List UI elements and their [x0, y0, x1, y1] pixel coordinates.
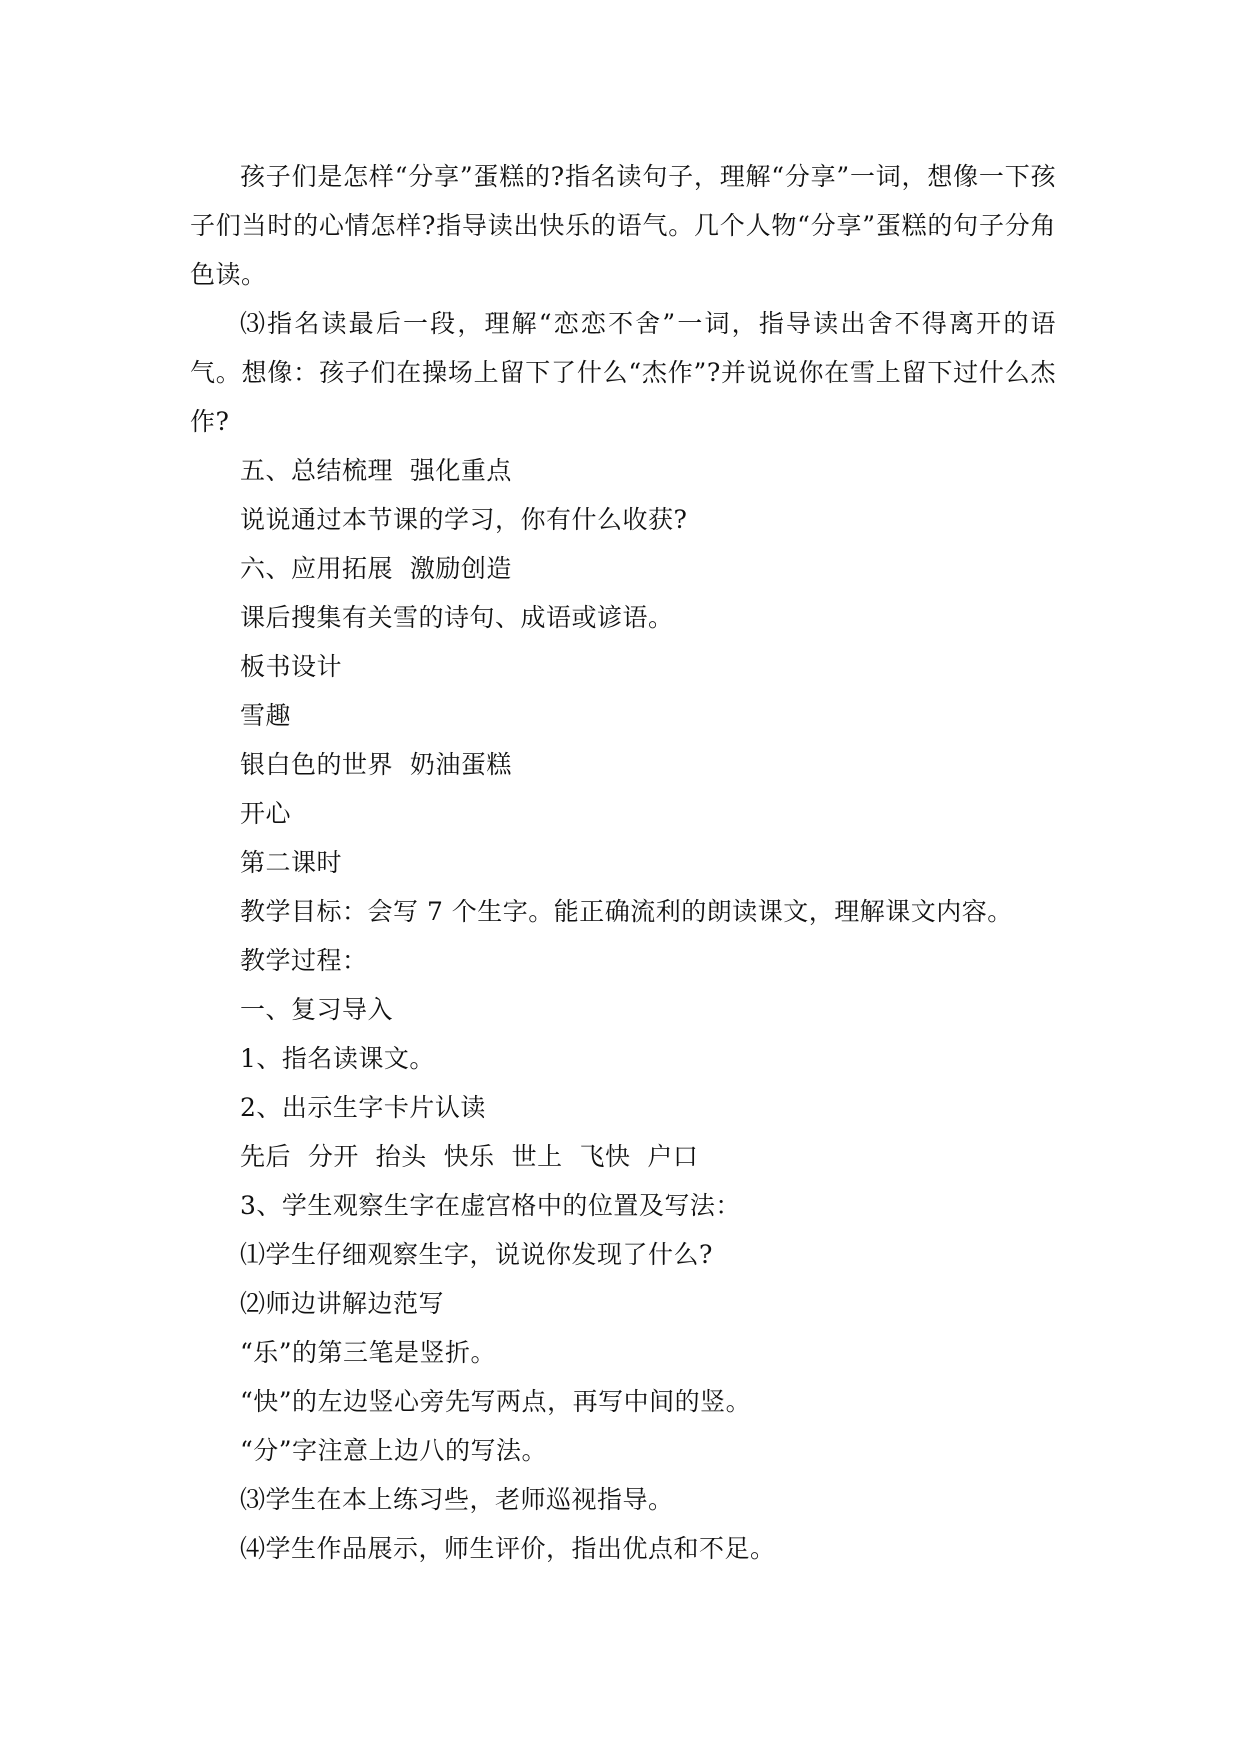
text-line: ⑷学生作品展示，师生评价，指出优点和不足。: [240, 1534, 776, 1563]
text-line: ⑶学生在本上练习些，老师巡视指导。: [240, 1485, 674, 1514]
text-line: 教学过程：: [240, 946, 368, 975]
text-line: 教学目标：会写 7 个生字。能正确流利的朗读课文，理解课文内容。: [240, 897, 1013, 926]
text-line: ⑵师边讲解边范写: [240, 1289, 445, 1318]
text-line: “快”的左边竖心旁先写两点，再写中间的竖。: [240, 1387, 752, 1416]
text-line: “乐”的第三笔是竖折。: [240, 1338, 497, 1367]
paragraph-last-section: ⑶指名读最后一段，理解“恋恋不舍”一词，指导读出舍不得离开的语气。想像：孩子们在操场上留下了什么“杰作”?并说说你在雪上留下过什么杰作?: [190, 309, 1056, 436]
heading-board-design: 板书设计: [240, 652, 343, 681]
text-line: 先后 分开 抬头 快乐 世上 飞快 户口: [240, 1142, 699, 1171]
document-body: [190, 152, 1056, 1573]
heading-extension: 六、应用拓展 激励创造: [240, 554, 512, 583]
text-line: “分”字注意上边八的写法。: [240, 1436, 548, 1465]
paragraph-sharing-cake: 孩子们是怎样“分享”蛋糕的?指名读句子，理解“分享”一词，想像一下孩子们当时的心情怎样?指导读出快乐的语气。几个人物“分享”蛋糕的句子分角色读。: [190, 162, 1056, 289]
heading-summary: 五、总结梳理 强化重点: [240, 456, 512, 485]
text-line: 说说通过本节课的学习，你有什么收获?: [240, 505, 688, 534]
heading-second-lesson: 第二课时: [240, 848, 343, 877]
text-line: ⑴学生仔细观察生字，说说你发现了什么?: [240, 1240, 713, 1269]
text-line: 2、出示生字卡片认读: [240, 1093, 486, 1122]
text-line: 课后搜集有关雪的诗句、成语或谚语。: [240, 603, 674, 632]
heading-review: 一、复习导入: [240, 995, 394, 1024]
text-line: 开心: [240, 799, 292, 828]
text-line: 雪趣: [240, 701, 292, 730]
text-line: 1、指名读课文。: [240, 1044, 435, 1073]
text-line: 3、学生观察生字在虚宫格中的位置及写法：: [240, 1191, 741, 1220]
text-line: 银白色的世界 奶油蛋糕: [240, 750, 512, 779]
